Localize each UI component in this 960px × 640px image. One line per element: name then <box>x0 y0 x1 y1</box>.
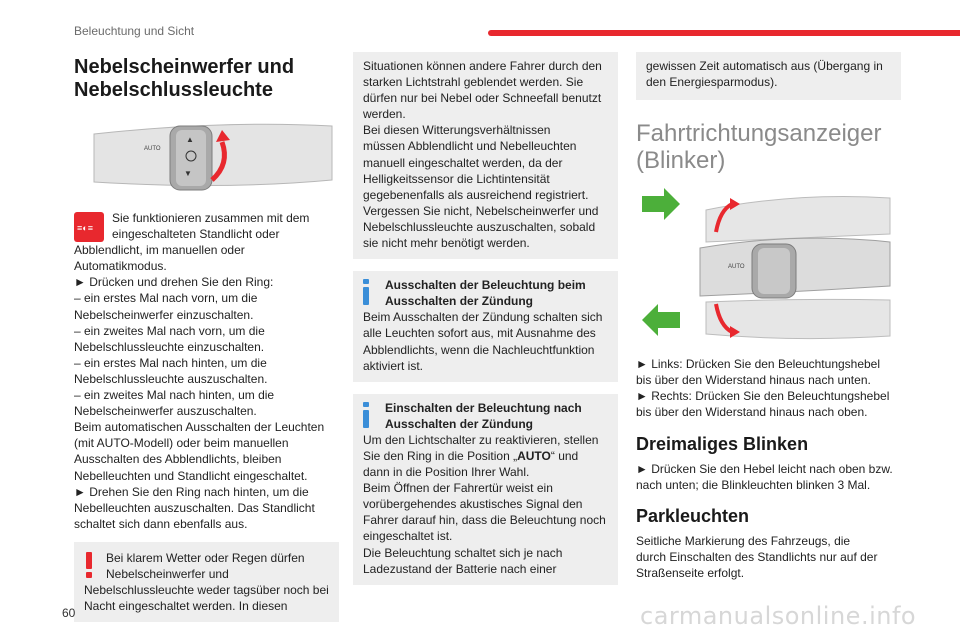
text-line: bis über den Widerstand hinaus nach unten. <box>636 373 871 388</box>
text-part: Sie den Ring in die Position „ <box>363 448 518 463</box>
intro-line-3: Abblendlicht, im manuellen oder <box>74 243 245 258</box>
text-line: Nebelleuchten und Standlicht eingeschaltet. <box>74 468 308 483</box>
text-line: dürfen nur bei Nebel oder Schneefall benutzt <box>363 91 602 106</box>
text-line: vorübergehendes akustisches Signal den <box>363 497 583 512</box>
triple-instructions <box>636 461 901 493</box>
text-line: schaltet sich dann ebenfalls aus. <box>74 516 248 531</box>
text-line: ► Drücken und drehen Sie den Ring: <box>74 275 274 290</box>
intro-line-4: Automatikmodus. <box>74 259 167 274</box>
warning-continued-box <box>353 52 618 259</box>
text-line: Helligkeitssensor die Lichtintensität <box>363 171 550 186</box>
text-line: Straßenseite erfolgt. <box>636 565 745 580</box>
section-title: Nebelscheinwerfer und Nebelschlussleuchte <box>74 56 295 101</box>
blinker-instructions <box>636 356 901 420</box>
blinker-illustration <box>636 188 901 348</box>
text-line: gegebenenfalls als ausreichend registriert. <box>363 187 589 202</box>
info-continued-box <box>636 52 901 100</box>
info-box-ignition-off <box>353 271 618 382</box>
header-accent-bar <box>488 30 960 36</box>
title-line: (Blinker) <box>636 147 726 175</box>
fog-intro <box>74 210 339 274</box>
text-line: Bei diesen Witterungsverhältnissen <box>363 123 551 138</box>
warning-box <box>74 542 339 622</box>
info-title-line: Ausschalten der Zündung <box>385 416 534 431</box>
fog-lever-illustration <box>84 120 339 196</box>
text-line: dann in die Position Ihrer Wahl. <box>363 465 530 480</box>
text-line: Situationen können andere Fahrer durch den <box>363 59 602 73</box>
text-line: Nebelschlussleuchte einzuschalten. <box>74 339 265 354</box>
column-right <box>636 52 901 581</box>
text-line: Ladezustand der Batterie nach einer <box>363 561 557 576</box>
text-line: den Energiesparmodus). <box>646 75 778 90</box>
info-title-line: Ausschalten der Beleuchtung beim <box>385 278 586 293</box>
text-line: nach unten; die Blinkleuchten blinken 3 Mal. <box>636 477 871 492</box>
intro-line-2: eingeschalteten Standlicht oder <box>112 227 280 242</box>
right-arrow-icon <box>642 188 680 220</box>
text-line: Die Beleuchtung schaltet sich je nach <box>363 545 563 560</box>
text-part: “ und <box>550 448 579 463</box>
text-line: ► Rechts: Drücken Sie den Beleuchtungshebel <box>636 389 890 404</box>
fog-lever-drawing <box>84 120 334 196</box>
left-arrow-icon <box>642 304 680 336</box>
text-line: – ein erstes Mal nach vorn, um die <box>74 291 258 306</box>
warning-line: Nebelschlussleuchte weder tagsüber noch bei <box>84 583 329 598</box>
text-line: Nebelschlussleuchte auszuschalten. <box>74 371 268 386</box>
text-line: Fahrer darauf hin, dass die Beleuchtung noch <box>363 513 606 528</box>
text-line: manuell eingeschaltet werden, da der <box>363 155 563 170</box>
text-line: (mit AUTO-Modell) oder beim manuellen <box>74 436 289 451</box>
intro-line-1: Sie funktionieren zusammen mit dem <box>112 211 310 225</box>
column-left <box>74 52 339 622</box>
text-line: ► Drücken Sie den Hebel leicht nach oben bzw. <box>636 461 893 476</box>
text-line: Beim Ausschalten der Zündung schalten sich <box>363 310 603 325</box>
blinker-title <box>636 120 901 174</box>
text-line: Ausschalten des Abblendlichts, bleiben <box>74 452 282 467</box>
text-line: Abblendlichts, wenn die Nachleuchtfunktion <box>363 342 595 357</box>
text-line: – ein zweites Mal nach vorn, um die <box>74 323 265 338</box>
fog-lights-icon <box>74 212 104 242</box>
info-icon <box>363 279 369 305</box>
info-icon <box>363 402 369 428</box>
warning-line: Bei klarem Wetter oder Regen dürfen <box>106 550 305 565</box>
text-line: durch Einschalten des Standlichts nur auf der <box>636 549 878 564</box>
info-title-line: Einschalten der Beleuchtung nach <box>385 400 582 415</box>
text-line: Nebelschlussleuchte auszuschalten, sobald <box>363 219 596 234</box>
text-line: ► Links: Drücken Sie den Beleuchtungshebel <box>636 357 881 372</box>
text-line: gewissen Zeit automatisch aus (Übergang in <box>646 59 883 73</box>
text-line: Seitliche Markierung des Fahrzeugs, die <box>636 533 851 548</box>
text-line: werden. <box>363 107 406 122</box>
text-line: Nebelleuchten auszuschalten. Das Standlicht <box>74 500 315 515</box>
lever-arrow-up: ▲ <box>186 135 194 144</box>
text-line: – ein erstes Mal nach hinten, um die <box>74 355 267 370</box>
info-box-ignition-on <box>353 394 618 585</box>
text-line: aktiviert ist. <box>363 358 424 373</box>
text-line: – ein zweites Mal nach hinten, um die <box>74 388 275 403</box>
title-line: Fahrtrichtungsanzeiger <box>636 120 882 148</box>
text-line: alle Leuchten sofort aus, mit Ausnahme des <box>363 326 596 341</box>
lever-auto-label: AUTO <box>728 264 745 271</box>
warning-icon <box>84 552 94 578</box>
text-line: eingeschaltet ist. <box>363 529 453 544</box>
heading-parking-lights: Parkleuchten <box>636 505 750 526</box>
text-line: müssen Abblendlicht und Nebelleuchten <box>363 139 577 154</box>
text-line: Nebelscheinwerfer einzuschalten. <box>74 307 254 322</box>
section-header: Beleuchtung und Sicht <box>74 24 195 38</box>
lever-arrow-down: ▼ <box>184 169 192 178</box>
text-line: Vergessen Sie nicht, Nebelscheinwerfer und <box>363 203 599 218</box>
text-line <box>363 448 608 464</box>
page-number: 60 <box>62 606 76 620</box>
text-line: Beim Öffnen der Fahrertür weist ein <box>363 481 553 496</box>
blinker-drawing <box>636 188 898 348</box>
fog-instructions <box>74 274 339 532</box>
lever-auto-label: AUTO <box>144 146 161 152</box>
text-line: sie nicht mehr benötigt werden. <box>363 236 530 251</box>
text-line: starken Lichtstrahl geblendet werden. Sie <box>363 75 584 90</box>
parking-instructions <box>636 533 901 581</box>
text-line: ► Drehen Sie den Ring nach hinten, um die <box>74 484 309 499</box>
watermark: carmanualsonline.info <box>640 602 917 630</box>
warning-line: Nebelscheinwerfer und <box>106 566 229 581</box>
text-line: Um den Lichtschalter zu reaktivieren, stellen <box>363 432 599 447</box>
column-middle <box>353 52 618 585</box>
text-line: Beim automatischen Ausschalten der Leuchten <box>74 420 325 435</box>
svg-text:≡◐≡: ≡◐≡ <box>77 223 93 233</box>
heading-triple-blink: Dreimaliges Blinken <box>636 433 809 454</box>
info-title-line: Ausschalten der Zündung <box>385 294 534 309</box>
text-line: bis über den Widerstand hinaus nach oben. <box>636 405 868 420</box>
warning-line: Nacht eingeschaltet werden. In diesen <box>84 599 288 614</box>
text-line: Nebelscheinwerfer auszuschalten. <box>74 404 257 419</box>
auto-label: AUTO <box>517 448 551 463</box>
